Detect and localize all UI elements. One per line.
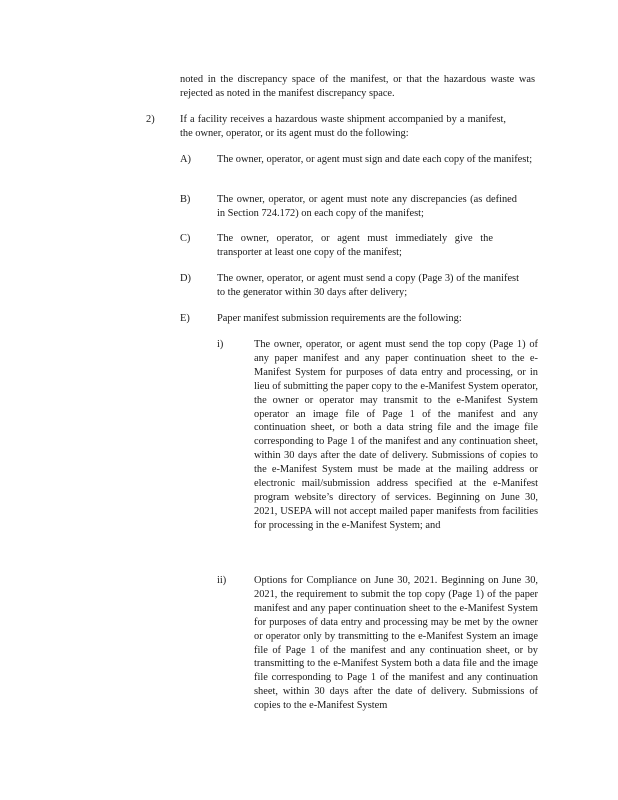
item-2-text: If a facility receives a hazardous waste shipment accompanied by a manifest, the owner, operator, or its agent must do the following: <box>180 114 506 139</box>
subitem-b-label: B) <box>180 194 191 205</box>
item-2-label: 2) <box>146 114 155 125</box>
subitem-a-text: The owner, operator, or agent must sign and date each copy of the manifest; <box>217 154 533 165</box>
subitem-d-label: D) <box>180 273 191 284</box>
roman-ii-text: Options for Compliance on June 30, 2021. Beginning on June 30, 2021, the requirement to submit the top copy (Page 1) of the paper manifest and any paper continuation sheet to the e-Manifest System for purposes of data entry and processing may be met by the owner or operator only by transmitting to the e-Manifest System an image file of Page 1 of the manifest and any continuation sheet, or by transmitting to the e-Manifest System both a data file and the image file corresponding to Page 1 of the manifest and any continuation sheet, within 30 days after the date of delivery. Submissions of copies to the e-Manifest System <box>254 575 538 712</box>
roman-i-label: i) <box>217 339 224 350</box>
subitem-d-text: The owner, operator, or agent must send a copy (Page 3) of the manifest to the generator within 30 days after delivery; <box>217 273 519 298</box>
continuation-paragraph: noted in the discrepancy space of the manifest, or that the hazardous waste was rejected as noted in the manifest discrepancy space. <box>180 74 535 99</box>
subitem-a-label: A) <box>180 154 191 165</box>
subitem-b-text: The owner, operator, or agent must note any discrepancies (as defined in Section 724.172) on each copy of the manifest; <box>217 194 517 219</box>
roman-i-text: The owner, operator, or agent must send the top copy (Page 1) of any paper manifest and any paper continuation sheet to the e-Manifest System for purposes of data entry and processing, or in lieu of submitting the paper copy to the e-Manifest System operator, the owner or operator may transmit to the e-Manifest System operator an image file of Page 1 of the manifest and any continuation sheet, or both a data string file and the image file corresponding to Page 1 of the manifest and any continuation sheet, within 30 days after the date of delivery. Submissions of copies to the e-Manifest System must be made at the mailing address or electronic mail/submission address specified at the e-Manifest program website’s directory of services. Beginning on June 30, 2021, USEPA will not accept mailed paper manifests from facilities for processing in the e-Manifest System; and <box>254 339 538 531</box>
subitem-e-text: Paper manifest submission requirements are the following: <box>217 313 462 324</box>
subitem-e-label: E) <box>180 313 190 324</box>
subitem-c-label: C) <box>180 233 191 244</box>
subitem-c-text: The owner, operator, or agent must immediately give the transporter at least one copy of the manifest; <box>217 233 493 258</box>
roman-ii-label: ii) <box>217 575 227 586</box>
